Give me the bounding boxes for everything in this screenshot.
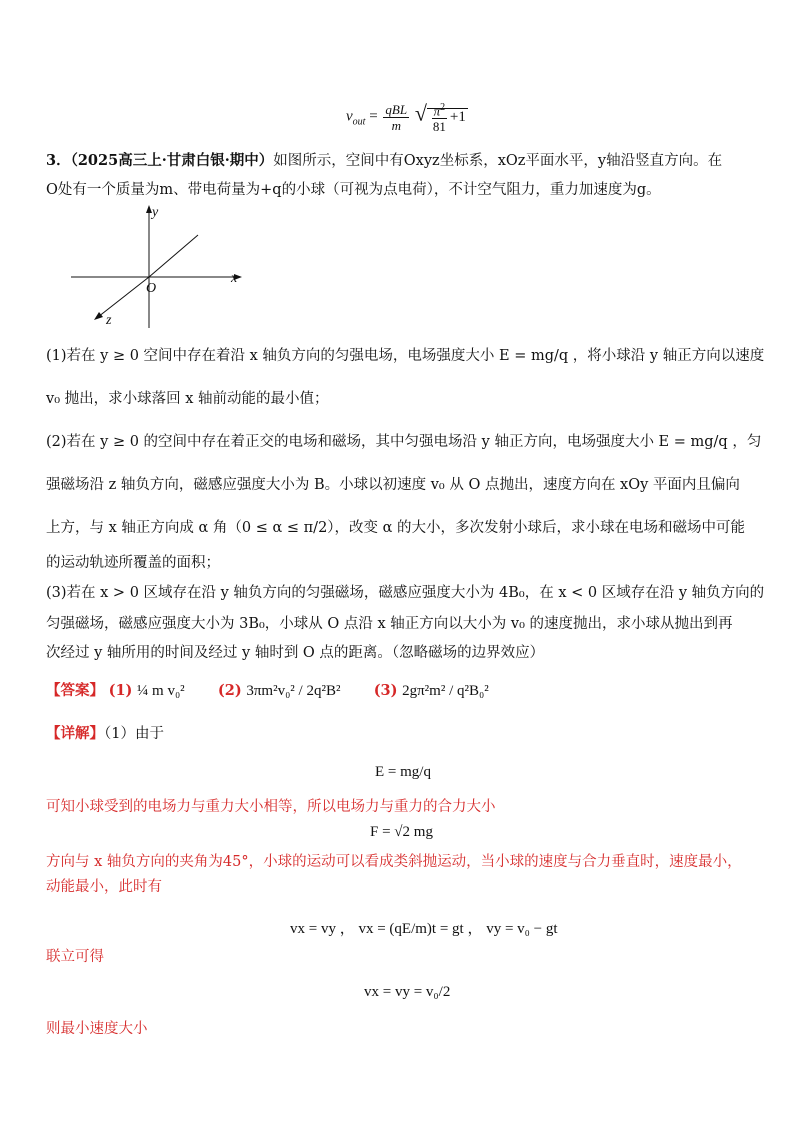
detail-text-2a: 方向与 x 轴负方向的夹角为45°，小球的运动可以看成类斜抛运动，当小球的速度与合力垂直时，速度最小， <box>46 854 742 870</box>
detail-label: 【详解】 <box>46 725 104 742</box>
equation-e: E = mg/q <box>375 764 431 780</box>
problem-intro-line-1 <box>46 151 722 171</box>
part3-line-2: 匀强磁场，磁感应强度大小为 3B₀，小球从 O 点沿 x 轴正方向以大小为 v₀ 的速度抛出，求小球从抛出到再 <box>46 616 733 632</box>
part2-line-3: 上方，与 x 轴正方向成 α 角（0 ≤ α ≤ π/2），改变 α 的大小，多次发射小球后，求小球在电场和磁场中可能 <box>46 520 746 536</box>
answer-2-label: (2) <box>217 682 242 699</box>
detail-text-4: 则最小速度大小 <box>46 1021 148 1037</box>
z-arrow <box>94 312 103 320</box>
problem-intro-line-2: O处有一个质量为m、带电荷量为+q的小球（可视为点电荷），不计空气阻力，重力加速度为g。 <box>46 182 661 198</box>
detail-step-1: （1）由于 <box>104 726 164 742</box>
part1-line-2: v₀ 抛出，求小球落回 x 轴前动能的最小值； <box>46 391 329 407</box>
equation-v-out: $v_{out}$ = $\frac{\text{qBL}}{m}$ √ $\frac{\pi^2}{81}$ +1 <box>346 100 466 135</box>
diagonal-line <box>149 235 198 277</box>
label-y: y <box>152 205 159 220</box>
detail-text-2b: 动能最小，此时有 <box>46 879 162 895</box>
label-z: z <box>106 313 112 328</box>
answer-line <box>46 681 489 701</box>
detail-text-3: 联立可得 <box>46 949 104 965</box>
answer-3: 2gπ²m² / q²B₀² <box>402 683 489 699</box>
intro-text-1: 如图所示，空间中有Oxyz坐标系，xOz平面水平，y轴沿竖直方向。在 <box>273 153 723 169</box>
label-x: x <box>231 271 238 286</box>
part3-line-3: 次经过 y 轴所用的时间及经过 y 轴时到 O 点的距离。（忽略磁场的边界效应） <box>46 645 545 661</box>
detail-text-1: 可知小球受到的电场力与重力大小相等，所以电场力与重力的合力大小 <box>46 799 496 815</box>
part2-line-1: (2)若在 y ≥ 0 的空间中存在着正交的电场和磁场，其中匀强电场沿 y 轴正方向，电场强度大小 E = mg/q ，匀 <box>46 434 762 450</box>
part1-line-1: (1)若在 y ≥ 0 空间中存在着沿 x 轴负方向的匀强电场，电场强度大小 E = mg/q ，将小球沿 y 轴正方向以速度 <box>46 348 765 364</box>
equation-velocities: vx = vy ， vx = (qE/m)t = gt ， vy = v₀ − gt <box>290 921 558 937</box>
equation-f: F = √2 mg <box>370 824 433 840</box>
answer-label: 【答案】 <box>46 682 104 699</box>
answer-1-label: (1) <box>108 682 133 699</box>
coordinate-diagram <box>68 200 258 330</box>
label-origin: O <box>146 281 157 296</box>
part2-line-2: 强磁场沿 z 轴负方向，磁感应强度大小为 B。小球以初速度 v₀ 从 O 点抛出，速度方向在 xOy 平面内且偏向 <box>46 477 740 493</box>
problem-number: 3． <box>46 152 71 169</box>
z-axis <box>98 277 149 317</box>
answer-1: ¼ m v₀² <box>137 683 185 699</box>
answer-3-label: (3) <box>373 682 398 699</box>
part3-line-1: (3)若在 x > 0 区域存在沿 y 轴负方向的匀强磁场，磁感应强度大小为 4B₀，在 x < 0 区域存在沿 y 轴负方向的 <box>46 585 765 601</box>
answer-2: 3πm²v₀² / 2q²B² <box>246 683 341 699</box>
problem-source: （2025高三上·甘肃白银·期中） <box>70 152 274 169</box>
part2-line-4: 的运动轨迹所覆盖的面积； <box>46 555 220 571</box>
equation-result: vx = vy = v₀/2 <box>364 984 451 1000</box>
detail-line <box>46 724 164 744</box>
